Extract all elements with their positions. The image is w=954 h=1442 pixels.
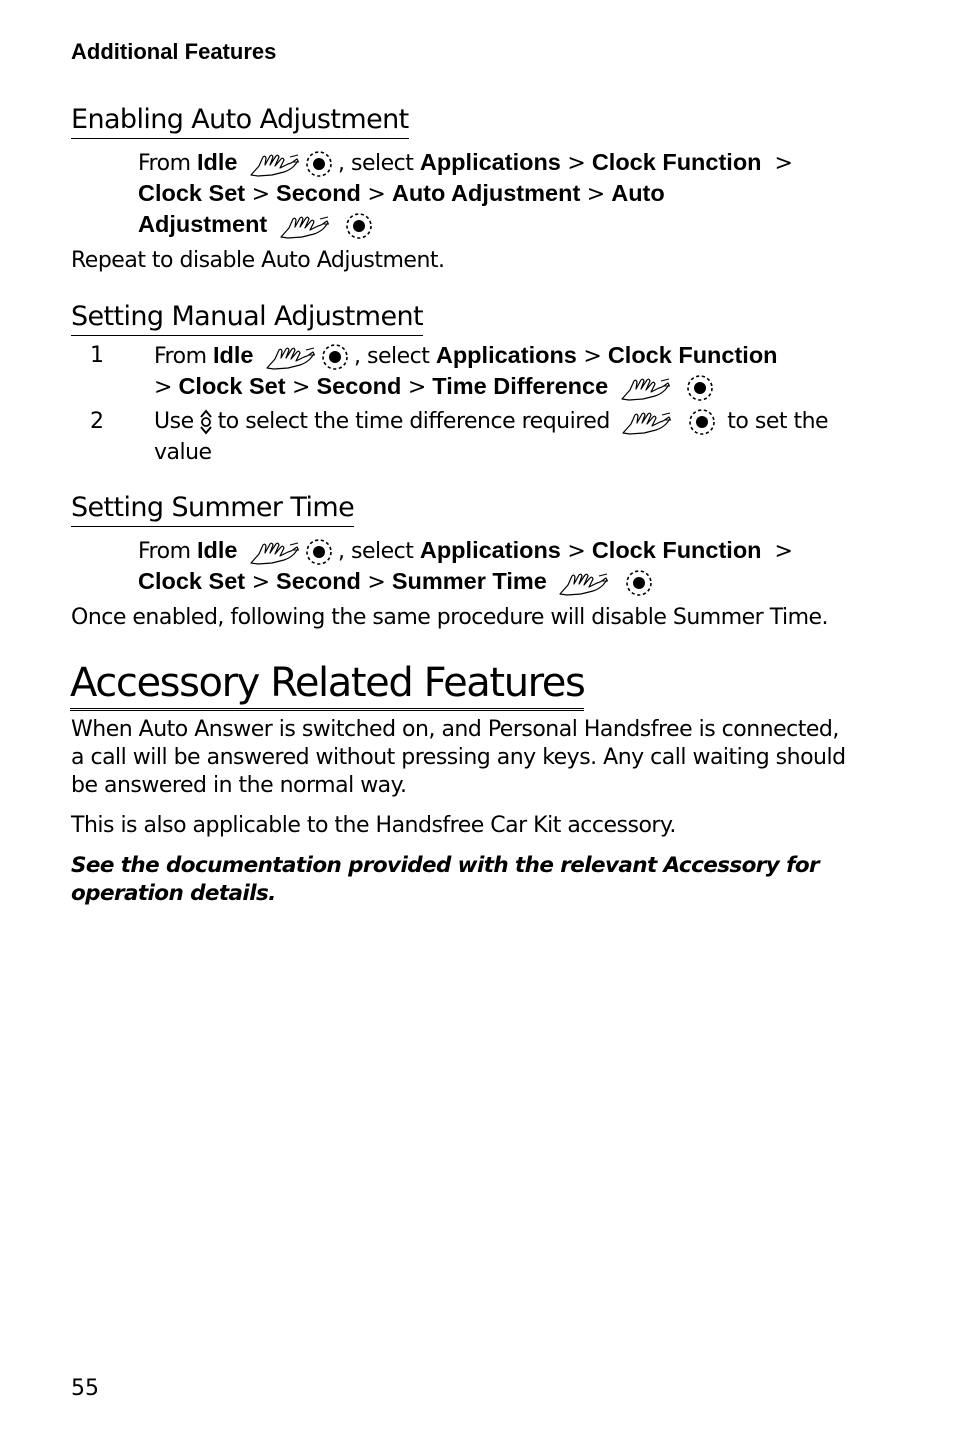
auto-adjustment-text: Auto Adjustment: [391, 180, 581, 206]
section-heading-summer-time: Setting Summer Time: [71, 491, 354, 527]
applications-text: Applications: [435, 342, 577, 368]
summer-step-line-2: [138, 566, 658, 598]
separator: >: [154, 375, 172, 400]
nav-key-icon: [624, 568, 654, 598]
manual-step2-line-1: [154, 406, 828, 437]
nav-key-icon: [320, 342, 350, 372]
step-number: 2: [90, 409, 104, 434]
separator: >: [583, 344, 602, 369]
auto-step-line-3: [138, 209, 378, 241]
value-text: value: [154, 440, 212, 465]
separator: >: [292, 375, 310, 400]
hand-press-icon: [248, 539, 300, 565]
nav-key-icon: [304, 149, 334, 179]
summer-step-line-1: [138, 535, 792, 567]
applications-text: Applications: [419, 537, 561, 563]
hand-press-icon: [278, 213, 330, 239]
auto-step-line-1: [138, 147, 792, 179]
from-text: From: [138, 539, 191, 564]
clock-function-text: Clock Function: [591, 149, 762, 175]
summer-note: Once enabled, following the same procedure will disable Summer Time.: [71, 605, 829, 630]
auto-step-line-2: [138, 178, 665, 210]
separator: >: [586, 182, 605, 207]
separator: >: [774, 539, 793, 564]
nav-key-icon: [685, 373, 715, 403]
hand-press-icon: [248, 151, 300, 177]
separator: >: [251, 182, 270, 207]
manual-step1-line-2: [154, 371, 719, 403]
hand-press-icon: [620, 409, 672, 435]
hand-press-icon: [557, 570, 609, 596]
separator: >: [407, 375, 426, 400]
auto-note: Repeat to disable Auto Adjustment.: [71, 248, 445, 273]
page-header: Additional Features: [71, 39, 277, 64]
accessory-paragraph-2: This is also applicable to the Handsfree Car Kit accessory.: [71, 813, 676, 838]
adjustment-text: Adjustment: [138, 211, 268, 237]
applications-text: Applications: [419, 149, 561, 175]
manual-step2-line-2: [154, 437, 212, 468]
up-down-arrow-icon: [198, 408, 214, 436]
second-text: Second: [276, 180, 361, 206]
hand-press-icon: [264, 344, 316, 370]
second-text: Second: [276, 568, 361, 594]
section-heading-manual-adjustment: Setting Manual Adjustment: [71, 300, 423, 336]
auto-text: Auto: [611, 180, 665, 206]
section-heading-accessory-features: Accessory Related Features: [70, 660, 584, 711]
second-text: Second: [316, 373, 402, 399]
select-time-difference-text: to select the time difference required: [217, 409, 610, 434]
use-text: Use: [154, 409, 194, 434]
separator: >: [367, 570, 386, 595]
separator: >: [251, 570, 270, 595]
accessory-paragraph-1: When Auto Answer is switched on, and Personal Handsfree is connected, a call will be answered without pressing any keys. Any call waiting should be answered in the normal way.: [71, 717, 846, 798]
clock-function-text: Clock Function: [591, 537, 762, 563]
clock-set-text: Clock Set: [178, 373, 286, 399]
from-text: From: [138, 151, 191, 176]
separator: >: [567, 539, 586, 564]
separator: >: [367, 182, 386, 207]
clock-function-text: Clock Function: [607, 342, 778, 368]
idle-text: Idle: [213, 342, 254, 368]
select-text: , select: [338, 151, 414, 176]
set-value-text: to set the: [727, 409, 829, 434]
idle-text: Idle: [197, 149, 238, 175]
hand-press-icon: [619, 375, 671, 401]
summer-time-text: Summer Time: [391, 568, 547, 594]
select-text: , select: [338, 539, 414, 564]
nav-key-icon: [304, 537, 334, 567]
separator: >: [567, 151, 586, 176]
clock-set-text: Clock Set: [138, 568, 246, 594]
accessory-note: See the documentation provided with the relevant Accessory for operation details.: [71, 853, 820, 906]
from-text: From: [154, 344, 207, 369]
idle-text: Idle: [197, 537, 238, 563]
select-text: , select: [354, 344, 430, 369]
step-number: 1: [90, 343, 104, 368]
section-heading-auto-adjustment: Enabling Auto Adjustment: [71, 103, 409, 139]
clock-set-text: Clock Set: [138, 180, 246, 206]
manual-step1-line-1: [154, 340, 778, 372]
separator: >: [774, 151, 793, 176]
page-number: 55: [71, 1376, 99, 1401]
time-difference-text: Time Difference: [432, 373, 609, 399]
nav-key-icon: [687, 407, 717, 437]
nav-key-icon: [344, 211, 374, 241]
